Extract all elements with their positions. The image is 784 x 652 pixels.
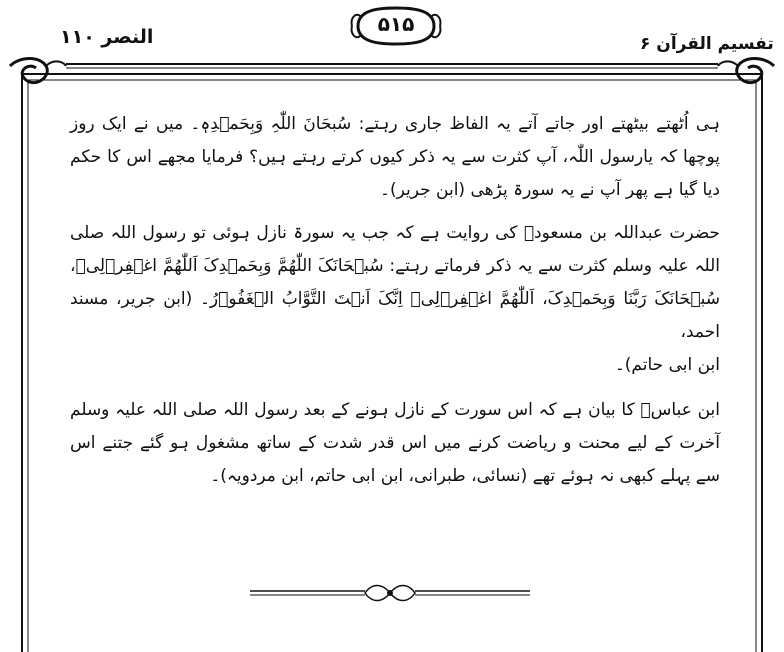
paragraph-3: ابن ابی حاتم)۔ xyxy=(614,355,720,375)
page-number: ۵۱۵ xyxy=(377,12,415,36)
paragraph-2: حضرت عبداللہ بن مسعودؓ کی روایت ہے کہ جب یہ سورۃ نازل ہوئی تو رسول اللہ صلی اللہ علیہ وسلم کثرت سے یہ ذکر فرماتے رہتے: سُبۡحَانَکَ اللّٰھُمَّ وَبِحَمۡدِکَ اَللّٰھُمَّ اغۡفِرۡلِیۡ، سُبۡحَانَکَ رَبَّنَا وَبِحَمۡدِکَ، اَللّٰھُمَّ اغۡفِرۡلِیۡ اِنَّکَ اَنۡتَ التَّوَّابُ الۡغَفُوۡرُ۔ (ابن جریر، مسند احمد، xyxy=(70,223,720,342)
paragraph-4: ابن عباسؓ کا بیان ہے کہ اس سورت کے نازل ہونے کے بعد رسول اللہ صلی اللہ علیہ وسلم آخرت کے لیے محنت و ریاضت کرنے میں اس قدر شدت کے ساتھ مشغول ہو گئے جتنے اس سے پہلے کبھی نہ ہوئے تھے (نسائی، طبرانی، ابن ابی حاتم، ابن مردویہ)۔ xyxy=(70,400,720,486)
ornamental-divider xyxy=(240,578,540,608)
header-left: النصر ۱۱۰ xyxy=(60,26,154,48)
header-right: تفسیم القرآن ۶ xyxy=(640,34,774,54)
main-text xyxy=(70,108,720,493)
paragraph-1: ہی اُٹھتے بیٹھتے اور جاتے آتے یہ الفاظ جاری رہتے: سُبحَانَ اللّٰہِ وَبِحَمۡدِہٖ۔ میں نے ایک روز پوچھا کہ یارسول اللّٰہ، آپ کثرت سے یہ ذکر کیوں کرتے رہتے ہیں؟ فرمایا مجھے اس کا حکم دیا گیا ہے پھر آپ نے یہ سورۃ پڑھی (ابن جریر)۔ xyxy=(70,114,720,200)
